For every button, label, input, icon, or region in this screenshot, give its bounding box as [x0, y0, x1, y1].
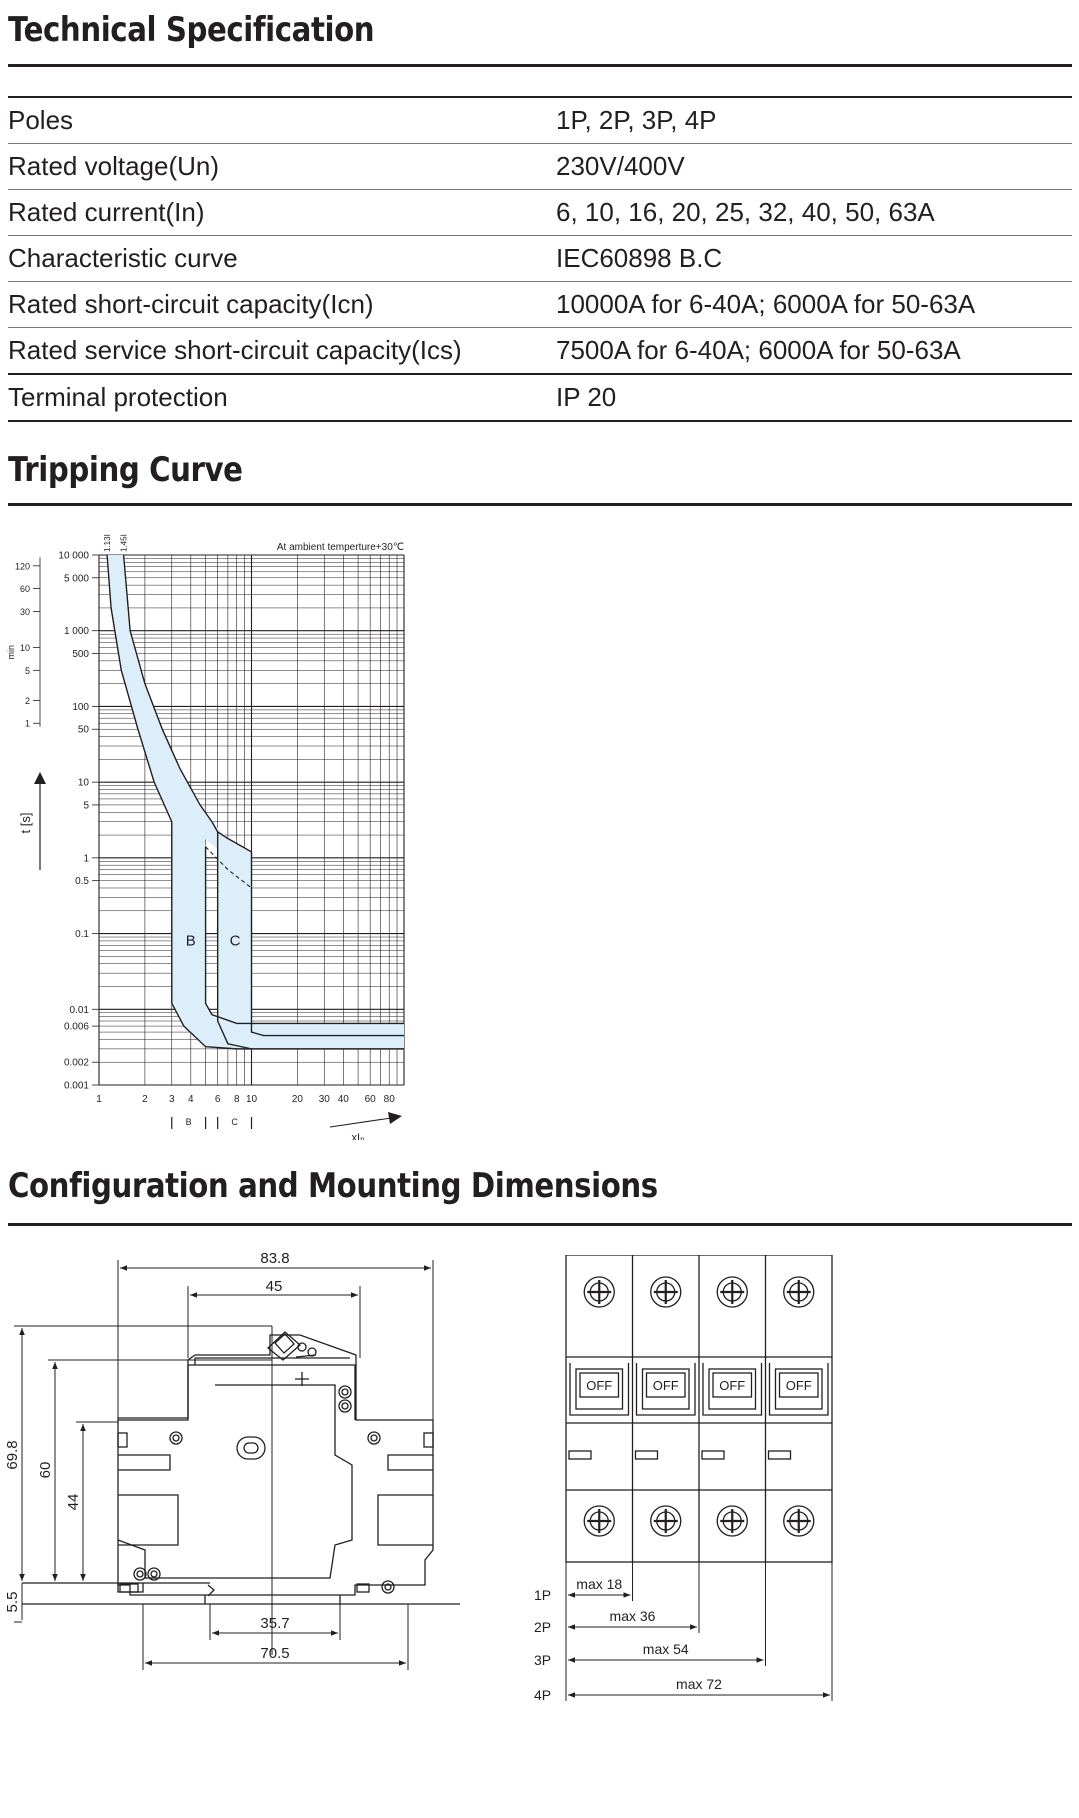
y-min-tick-label: 30	[19, 606, 30, 617]
x-tick-label: 30	[318, 1094, 330, 1105]
dim-height-total: 69.8	[4, 1440, 21, 1470]
spec-label: Terminal protection	[8, 382, 228, 412]
y-tick-label: 10 000	[58, 550, 89, 562]
curve-title-rule	[8, 503, 1072, 506]
dim-height-60: 60	[37, 1461, 54, 1479]
ambient-note: At ambient temperture+30℃	[276, 542, 404, 553]
spec-row	[8, 97, 1072, 144]
band-c-label: C	[229, 932, 241, 950]
y-tick-label: 5 000	[63, 573, 89, 585]
pole-max-label: max 36	[609, 1608, 656, 1624]
x-tick-label: 60	[364, 1094, 376, 1105]
spec-label: Poles	[8, 97, 556, 144]
y-tick-label: 10	[77, 777, 89, 789]
pole-max-label: max 18	[576, 1576, 623, 1592]
mount-section-title: Configuration and Mounting Dimensions	[8, 1166, 658, 1206]
spec-section-title: Technical Specification	[8, 10, 375, 50]
x-tick-label: 20	[291, 1094, 303, 1105]
switch-off-label: OFF	[719, 1378, 746, 1393]
front-view-drawing	[520, 1255, 850, 1725]
dim-rail: 5.5	[4, 1591, 21, 1613]
switch-off-label: OFF	[785, 1378, 812, 1393]
curve-section-title: Tripping Curve	[8, 450, 243, 490]
y-tick-label: 0.002	[63, 1057, 89, 1069]
y-min-tick-label: 1	[24, 718, 30, 729]
range-c-label: C	[231, 1117, 238, 1127]
spec-value: 230V/400V	[556, 144, 1072, 190]
y-min-tick-label: 10	[19, 643, 30, 654]
y-tick-label: 0.1	[75, 929, 89, 941]
spec-row	[8, 374, 1072, 421]
y-tick-label: 5	[83, 800, 89, 812]
x-tick-label: 4	[188, 1094, 194, 1105]
spec-row	[8, 328, 1072, 375]
marker-low: 1.13I	[103, 534, 113, 552]
spec-label: Rated current(In)	[8, 190, 556, 236]
y-tick-label: 0.5	[75, 876, 89, 888]
spec-value: IP 20	[556, 382, 617, 412]
dim-width-top: 45	[265, 1278, 283, 1295]
spec-row	[8, 236, 1072, 282]
switch-off-label: OFF	[586, 1378, 613, 1393]
y-tick-label: 50	[77, 724, 89, 736]
y-axis-label: t [s]	[18, 812, 33, 834]
spec-label: Characteristic curve	[8, 236, 556, 282]
y-tick-label: 500	[72, 649, 89, 661]
y-tick-label: 0.006	[63, 1021, 89, 1033]
side-view-drawing	[0, 1240, 460, 1710]
spec-label: Rated voltage(Un)	[8, 144, 556, 190]
breaker-body-outline	[118, 1335, 433, 1595]
pole-max-label: max 72	[676, 1676, 722, 1692]
dim-bottom-total: 70.5	[260, 1645, 290, 1662]
mount-title-rule	[8, 1223, 1072, 1226]
x-tick-label: 3	[168, 1094, 175, 1105]
curve-bands	[107, 555, 404, 1049]
indicator-slot	[636, 1451, 658, 1459]
y-tick-label: 100	[72, 701, 89, 713]
band-c-area	[200, 805, 404, 1049]
range-b-label: B	[185, 1117, 192, 1127]
x-tick-label: 80	[383, 1094, 395, 1105]
x-tick-label: 10	[245, 1094, 258, 1105]
y-min-tick-label: 120	[14, 561, 30, 572]
pole-label: 4P	[534, 1687, 552, 1703]
tripping-curve-chart	[0, 520, 420, 1140]
curve-lower-boundary	[107, 555, 404, 1049]
pole-max-label: max 54	[642, 1641, 689, 1657]
x-tick-label: 8	[233, 1094, 240, 1105]
x-tick-label: 6	[214, 1094, 221, 1105]
switch-off-label: OFF	[652, 1378, 679, 1393]
y-tick-label: 0.001	[63, 1080, 89, 1092]
spec-title-rule	[8, 64, 1072, 67]
spec-label: Rated service short-circuit capacity(Ics)	[8, 328, 556, 375]
dim-height-44: 44	[65, 1493, 82, 1511]
band-b-label: B	[185, 932, 196, 950]
indicator-slot	[769, 1451, 791, 1459]
marker-high: 1.45I	[119, 534, 129, 552]
pole-label: 3P	[534, 1652, 552, 1668]
pole-label: 1P	[534, 1587, 552, 1603]
x-tick-label: 2	[142, 1094, 148, 1105]
spec-table	[8, 96, 1072, 422]
y-tick-label: 1 000	[63, 626, 89, 638]
spec-value: 1P, 2P, 3P, 4P	[556, 97, 1072, 144]
x-tick-label: 1	[96, 1094, 102, 1105]
spec-value: 6, 10, 16, 20, 25, 32, 40, 50, 63A	[556, 190, 1072, 236]
spec-value: IEC60898 B.C	[556, 236, 1072, 282]
dim-width-total: 83.8	[260, 1250, 290, 1267]
y-tick-label: 1	[83, 853, 89, 865]
y-min-tick-label: 5	[24, 665, 30, 676]
spec-value: 7500A for 6-40A; 6000A for 50-63A	[556, 328, 1072, 375]
y-min-tick-label: 2	[24, 695, 30, 706]
spec-label: Rated short-circuit capacity(Icn)	[8, 282, 556, 328]
y-min-unit: min	[6, 644, 16, 660]
y-min-tick-label: 60	[19, 584, 30, 595]
spec-row	[8, 190, 1072, 236]
spec-value: 10000A for 6-40A; 6000A for 50-63A	[556, 282, 1072, 328]
dim-bottom-inner: 35.7	[260, 1615, 290, 1632]
band-b-area	[107, 555, 404, 1049]
pole-label: 2P	[534, 1619, 552, 1635]
indicator-slot	[702, 1451, 724, 1459]
x-axis-label: xIₙ	[351, 1132, 365, 1140]
spec-row	[8, 282, 1072, 328]
x-tick-label: 40	[337, 1094, 349, 1105]
y-tick-label: 0.01	[69, 1004, 89, 1016]
spec-row	[8, 144, 1072, 190]
indicator-slot	[569, 1451, 591, 1459]
